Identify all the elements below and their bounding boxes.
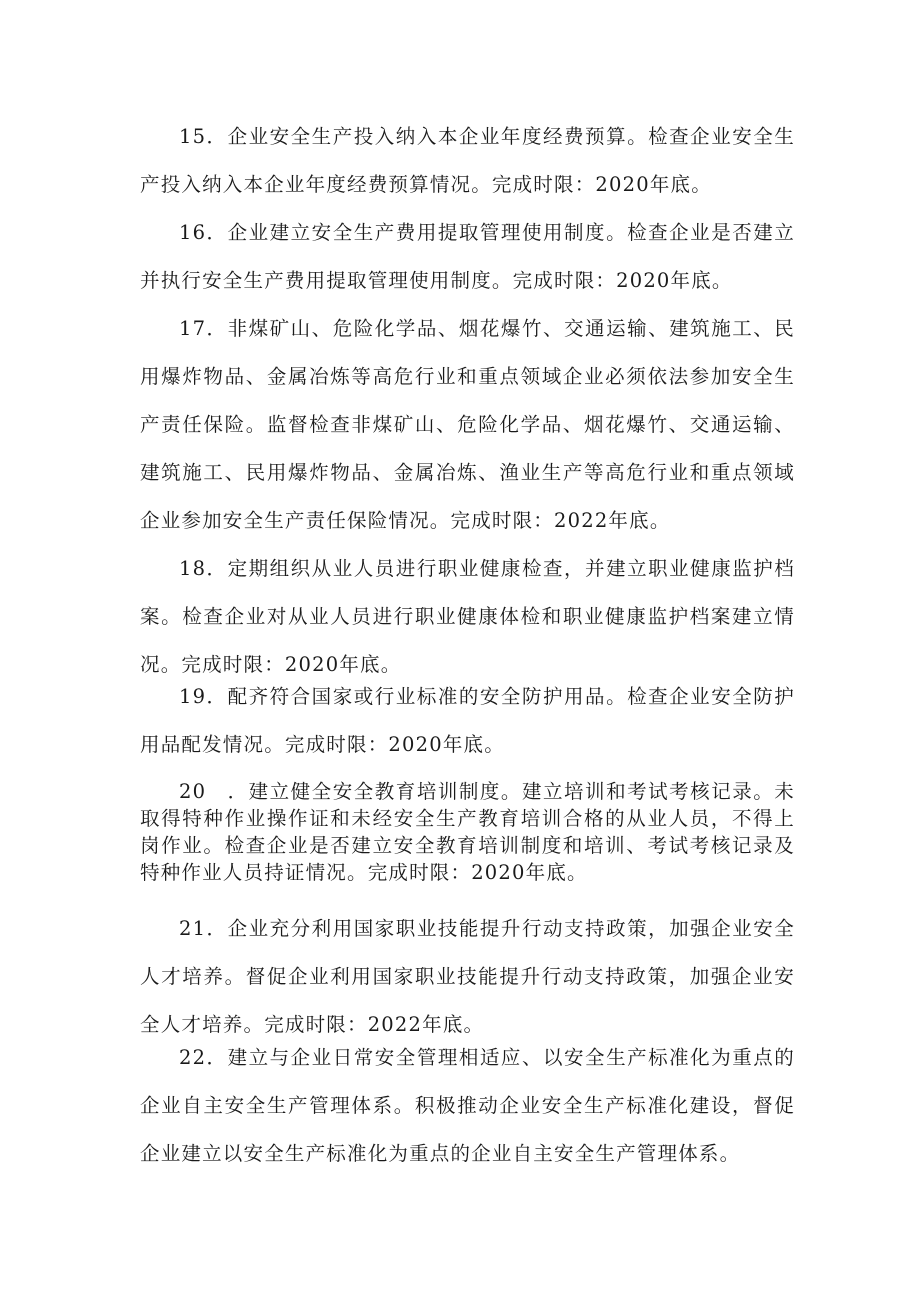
paragraph-item-16: 16．企业建立安全生产费用提取管理使用制度。检查企业是否建立并执行安全生产费用提取管理使用制度。完成时限：2020年底。 xyxy=(140,221,795,292)
paragraph-item-18: 18．定期组织从业人员进行职业健康检查，并建立职业健康监护档案。检查企业对从业人员进行职业健康体检和职业健康监护档案建立情况。完成时限：2020年底。 xyxy=(140,557,795,676)
paragraph-item-22: 22．建立与企业日常安全管理相适应、以安全生产标准化为重点的企业自主安全生产管理体系。积极推动企业安全生产标准化建设，督促企业建立以安全生产标准化为重点的企业自主安全生产管理体系。 xyxy=(140,1046,795,1165)
paragraph-item-21: 21．企业充分利用国家职业技能提升行动支持政策，加强企业安全人才培养。督促企业利用国家职业技能提升行动支持政策，加强企业安全人才培养。完成时限：2022年底。 xyxy=(140,917,795,1036)
paragraph-item-20: 20 ．建立健全安全教育培训制度。建立培训和考试考核记录。未取得特种作业操作证和未经安全生产教育培训合格的从业人员，不得上岗作业。检查企业是否建立安全教育培训制度和培训、考试考核记录及特种作业人员持证情况。完成时限：2020年底。 xyxy=(140,780,795,884)
paragraph-item-19: 19．配齐符合国家或行业标准的安全防护用品。检查企业安全防护用品配发情况。完成时限：2020年底。 xyxy=(140,685,795,756)
paragraph-item-15: 15．企业安全生产投入纳入本企业年度经费预算。检查企业安全生产投入纳入本企业年度经费预算情况。完成时限：2020年底。 xyxy=(140,125,795,196)
paragraph-item-17: 17．非煤矿山、危险化学品、烟花爆竹、交通运输、建筑施工、民用爆炸物品、金属冶炼等高危行业和重点领域企业必须依法参加安全生产责任保险。监督检查非煤矿山、危险化学品、烟花爆竹、交通运输、建筑施工、民用爆炸物品、金属冶炼、渔业生产等高危行业和重点领域企业参加安全生产责任保险情况。完成时限：2022年底。 xyxy=(140,317,795,532)
